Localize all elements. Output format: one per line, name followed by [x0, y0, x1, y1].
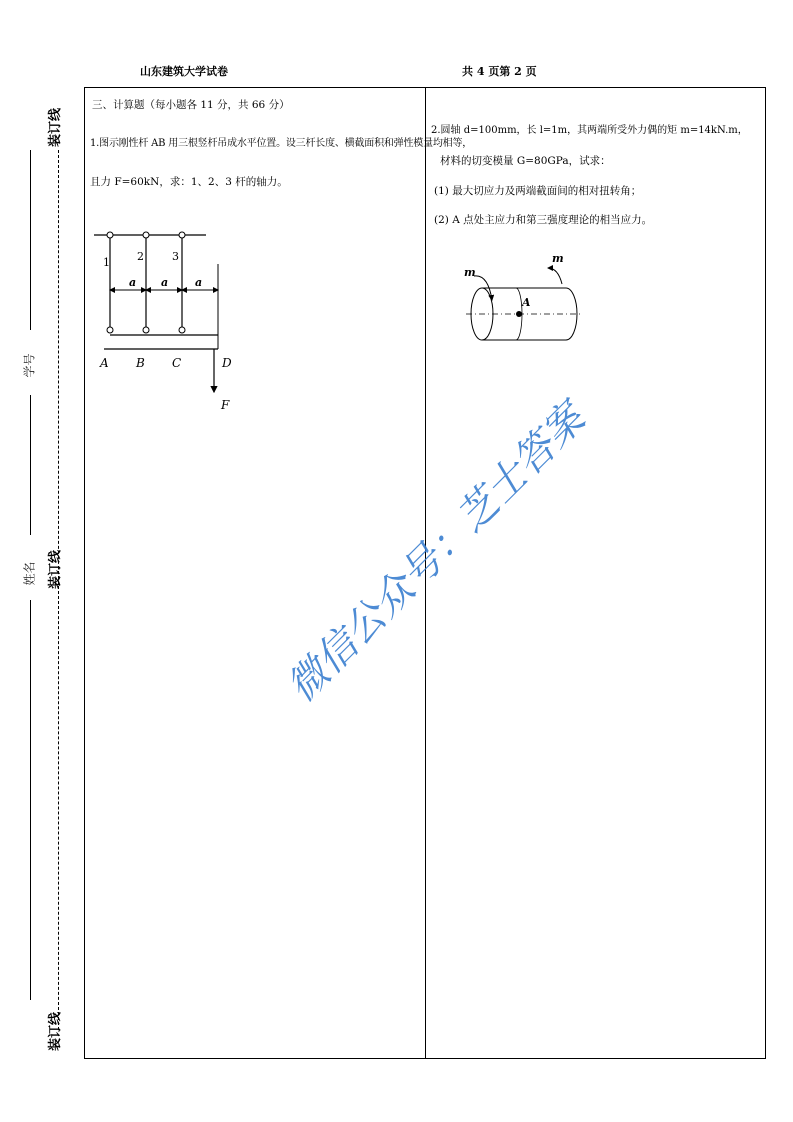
bar-number-2: 2	[137, 250, 144, 263]
span-label-1: a	[129, 276, 137, 289]
point-C: C	[172, 356, 182, 370]
bar-number-1: 1	[103, 256, 110, 269]
point-A: A	[100, 356, 109, 370]
point-A-dot	[516, 311, 522, 317]
q2-item2: (2) A 点处主应力和第三强度理论的相当应力。	[434, 214, 653, 226]
binding-label-top: 装订线	[48, 107, 64, 148]
q2-figure	[460, 248, 590, 348]
moment-right-label: m	[552, 252, 564, 265]
binding-label-middle: 装订线	[48, 549, 64, 590]
moment-right-arrow	[548, 268, 562, 284]
student-id-label: 学号	[22, 353, 37, 378]
section-title: 三、计算题（每小题各 11 分，共 66 分）	[92, 99, 290, 111]
point-A-label: A	[522, 296, 531, 309]
q2-line1: 2.圆轴 d=100mm，长 l=1m，其两端所受外力偶的矩 m=14kN.m，	[431, 125, 748, 136]
point-D: D	[222, 356, 232, 370]
name-field-line-3	[30, 600, 31, 1000]
span-label-3: a	[195, 276, 203, 289]
force-F: F	[221, 398, 230, 412]
span-label-2: a	[161, 276, 169, 289]
moment-left-label: m	[464, 266, 476, 279]
q1-figure	[90, 222, 250, 417]
point-B: B	[136, 356, 145, 370]
q2-item1: (1) 最大切应力及两端截面间的相对扭转角；	[434, 185, 642, 197]
school-title: 山东建筑大学试卷	[140, 65, 228, 78]
bar-number-3: 3	[172, 250, 179, 263]
name-field-line-2	[30, 395, 31, 535]
binding-label-bottom: 装订线	[48, 1011, 64, 1052]
page-info: 共 4 页第 2 页	[462, 65, 537, 78]
watermark: 微信公众号：芝士答案	[278, 395, 594, 711]
q2-line2: 材料的切变模量 G=80GPa，试求：	[440, 155, 611, 167]
name-label: 姓名	[22, 561, 37, 586]
q1-line1: 1.图示刚性杆 AB 用三根竖杆吊成水平位置。设三杆长度、横截面积和弹性模量均相等，	[90, 138, 473, 149]
name-field-line	[30, 150, 31, 330]
binding-dotted-line	[58, 150, 59, 1030]
q1-line2: 且力 F=60kN，求：1、2、3 杆的轴力。	[90, 176, 288, 188]
